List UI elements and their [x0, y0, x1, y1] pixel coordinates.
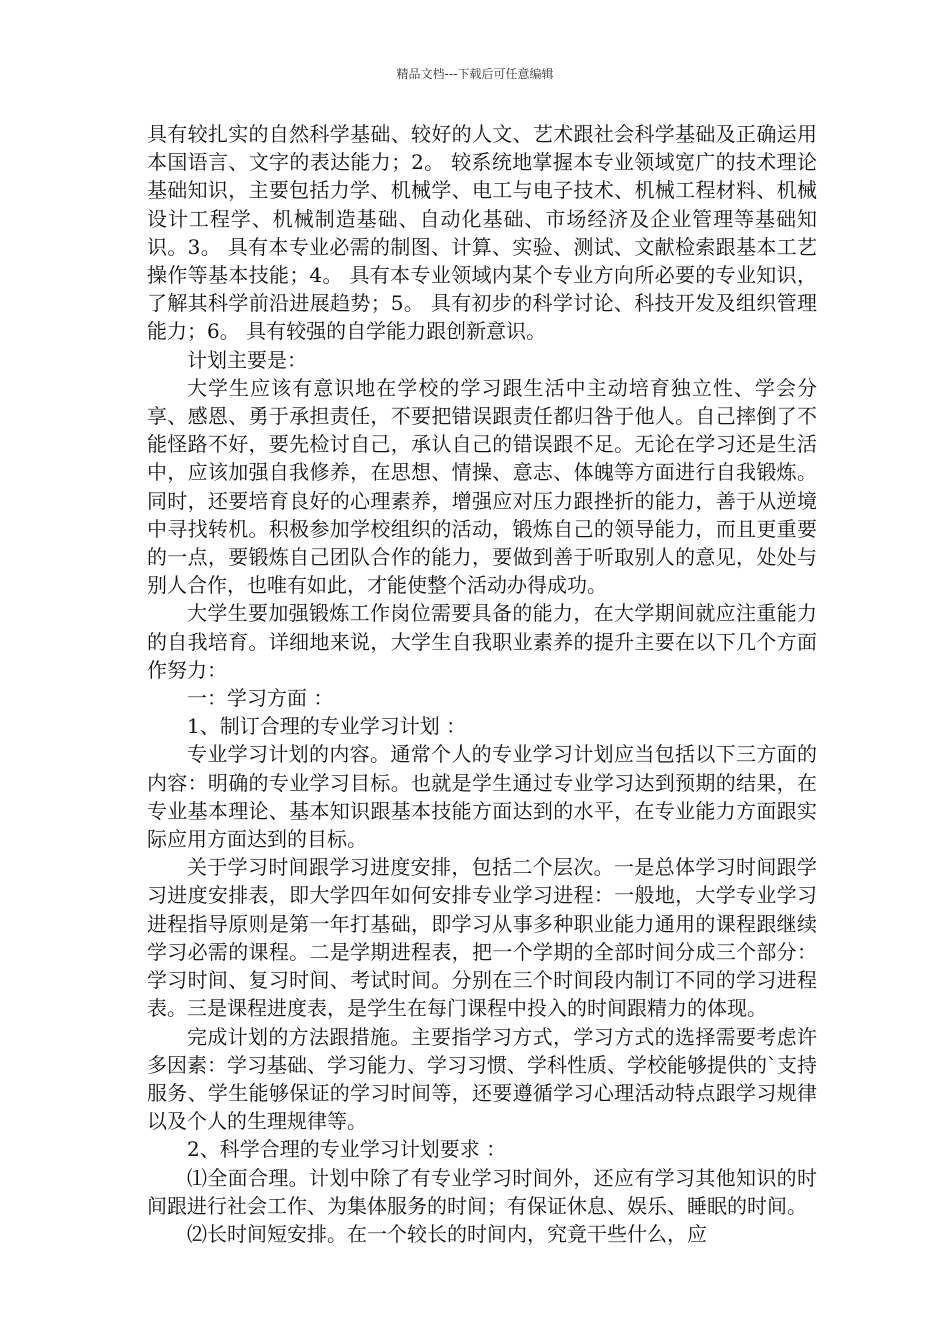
- subheading-1: 1、制订合理的专业学习计划 ：: [187, 714, 467, 739]
- paragraph-1: 具有较扎实的自然科学基础、较好的人文、艺术跟社会科学基础及正确运用本国语言、文字的表达能力；2。 较系统地掌握本专业领域宽广的技术理论基础知识，主要包括力学、机械学、电工与电子技术、机械工程材料、机械设计工程学、机械制造基础、自动化基础、市场经济及企业管理等基础知识。3。 具有本专业必需的制图、计算、实验、测试、文献检索跟基本工艺操作等基本技能；4。 具有本专业领域内某个专业方向所必要的专业知识，了解其科学前沿进展趋势；5。 具有初步的科学讨论、科技开发及组织管理能力；6。 具有较强的自学能力跟创新意识。: [147, 122, 817, 344]
- paragraph-7: 完成计划的方法跟措施。主要指学习方式，学习方式的选择需要考虑许多因素：学习基础、学习能力、学习习惯、学科性质、学校能够提供的`支持服务、学生能够保证的学习时间等，还要遵循学习心理活动特点跟学习规律以及个人的生理规律等。: [147, 1024, 817, 1134]
- paragraph-6: 关于学习时间跟学习进度安排，包括二个层次。一是总体学习时间跟学习进度安排表，即大学四年如何安排专业学习进程：一般地，大学专业学习进程指导原则是第一年打基础，即学习从事多种职业能力通用的课程跟继续学习必需的课程。二是学期进程表，把一个学期的全部时间分成三个部分：学习时间、复习时间、考试时间。分别在三个时间段内制订不同的学习进程表。三是课程进度表，是学生在每门课程中投入的时间跟精力的体现。: [147, 855, 817, 1021]
- page-header: 精品文档---下载后可任意编辑: [396, 67, 554, 81]
- subheading-2: 2、科学合理的专业学习计划要求 ：: [187, 1137, 507, 1162]
- paragraph-4: 大学生要加强锻炼工作岗位需要具备的能力，在大学期间就应注重能力的自我培育。详细地来说，大学生自我职业素养的提升主要在以下几个方面作努力：: [147, 601, 817, 682]
- section-heading-study: 一：学习方面 ：: [187, 686, 334, 711]
- paragraph-2: 计划主要是：: [187, 347, 307, 372]
- list-item-1: ⑴全面合理。计划中除了有专业学习时间外，还应有学习其他知识的时间跟进行社会工作、为集体服务的时间；有保证休息、娱乐、睡眠的时间。: [147, 1165, 817, 1218]
- document-body: [147, 120, 817, 1248]
- paragraph-3: 大学生应该有意识地在学校的学习跟生活中主动培育独立性、学会分享、感恩、勇于承担责任，不要把错误跟责任都归咎于他人。自己摔倒了不能怪路不好，要先检讨自己，承认自己的错误跟不足。无论在学习还是生活中，应该加强自我修养，在思想、情操、意志、体魄等方面进行自我锻炼。同时，还要培育良好的心理素养，增强应对压力跟挫折的能力，善于从逆境中寻找转机。积极参加学校组织的活动，锻炼自己的领导能力，而且更重要的一点，要锻炼自己团队合作的能力，要做到善于听取别人的意见，处处与别人合作，也唯有如此，才能使整个活动办得成功。: [147, 375, 817, 598]
- paragraph-5: 专业学习计划的内容。通常个人的专业学习计划应当包括以下三方面的内容：明确的专业学习目标。也就是学生通过专业学习达到预期的结果，在专业基本理论、基本知识跟基本技能方面达到的水平，在专业能力方面跟实际应用方面达到的目标。: [147, 742, 817, 852]
- list-item-2: ⑵长时间短安排。在一个较长的时间内，究竟干些什么，应: [187, 1221, 707, 1246]
